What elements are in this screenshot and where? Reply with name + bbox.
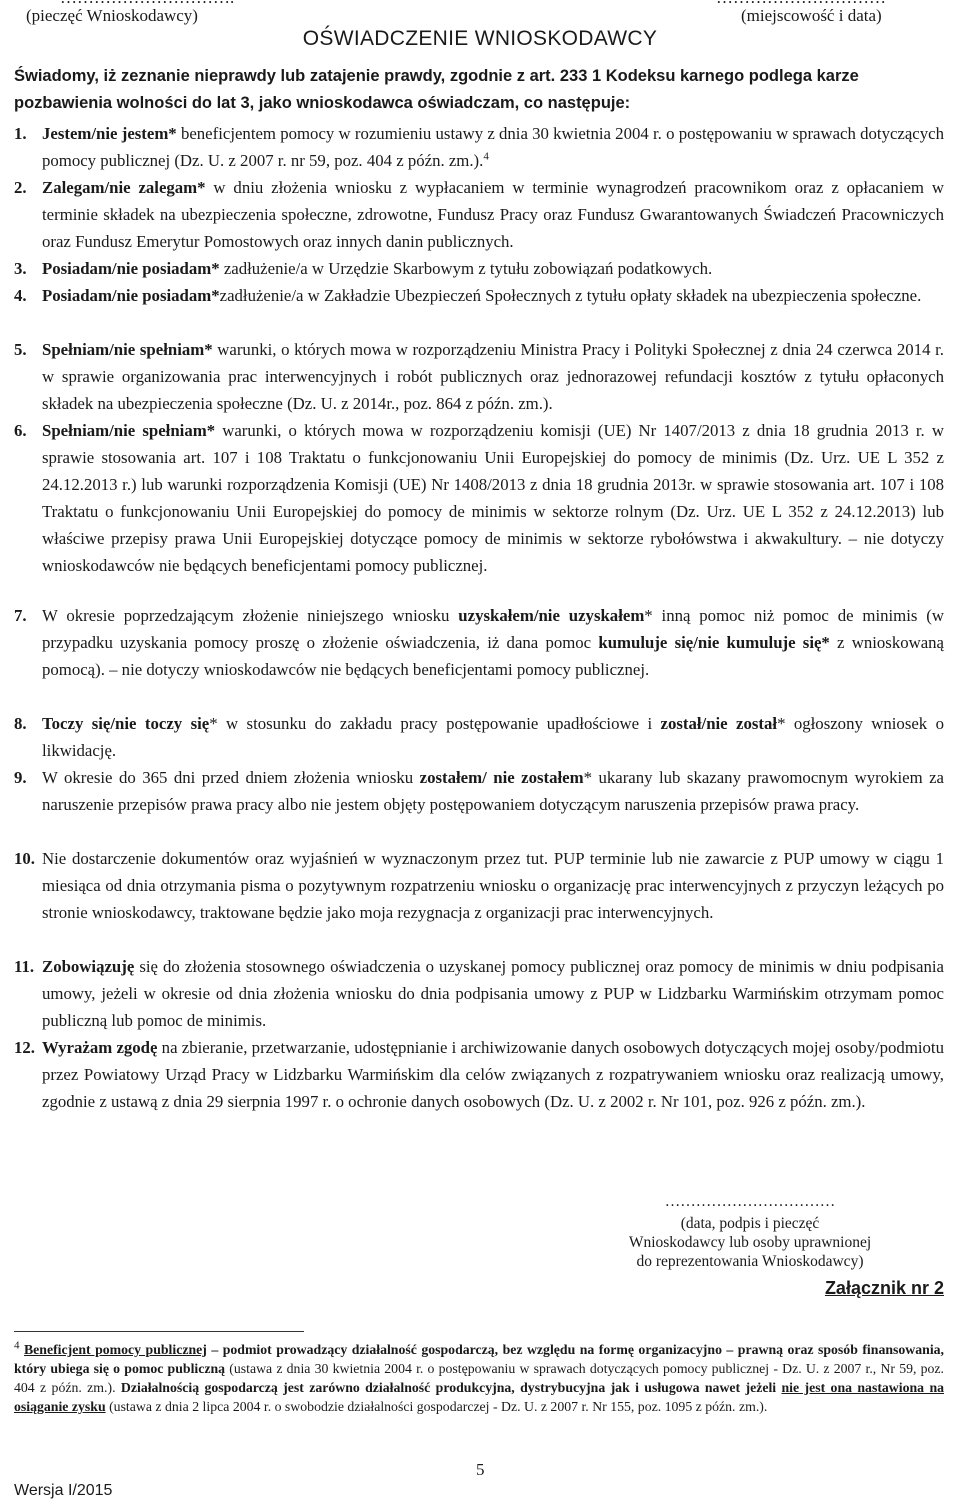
- annex-label: Załącznik nr 2: [824, 1278, 944, 1298]
- item-text: * ogłoszony wniosek o likwidację.: [42, 714, 944, 760]
- footnote-divider: [14, 1331, 304, 1332]
- footnote: [14, 1340, 944, 1416]
- item-text: w dniu złożenia wniosku z wypłacaniem w terminie wynagrodzeń pracownikom oraz z opłacaniem w terminie składek na ubezpieczenia społeczne, zdrowotne, Fundusz Pracy oraz Fundusz Gwarantowanych Świadczeń Pracowniczych oraz Fundusz Emerytur Pomostowych oraz innych danin publicznych.: [42, 178, 944, 251]
- item-text: zadłużenie/a w Urzędzie Skarbowym z tytułu zobowiązań podatkowych.: [219, 259, 713, 278]
- intro-paragraph: Świadomy, iż zeznanie nieprawdy lub zatajenie prawdy, zgodnie z art. 233 1 Kodeksu karnego podlega karze pozbawienia wolności do lat 3, jako wnioskodawca oświadczam, co następuje:: [14, 67, 859, 112]
- item-text: z wnioskowaną pomocą). – nie dotyczy wnioskodawców nie będących beneficjentami pomocy publicznej.: [42, 633, 945, 679]
- footnote-emphasis: nie jest ona nastawiona na osiąganie zysku: [14, 1380, 945, 1414]
- footnote-citation: (ustawa z dnia 30 kwietnia 2004 r. o postępowaniu w sprawach dotyczących pomocy publicznej - Dz. U. z 2007 r., Nr 59, poz. 404 z późn. zm.).: [14, 1361, 944, 1395]
- item-text: warunki, o których mowa w rozporządzeniu komisji (UE) Nr 1407/2013 z dnia 18 grudnia 2013 r. w sprawie stosowania art. 107 i 108 Traktatu o funkcjonowaniu Unii Europejskiej do pomocy de minimis (Dz. Urz. UE L 352 z 24.12.2013 r.) lub warunki rozporządzenia Komisji (UE) Nr 1408/2013 z dnia 18 grudnia 2013r. w sprawie stosowania art. 107 i 108 Traktatu o funkcjonowaniu Unii Europejskiej do pomocy de minimis w sektorze rolnym (Dz. Urz. UE L 352 z 24.12.2013) lub właściwe przepisy prawa Unii Europejskiej dotyczące pomocy de minimis w sektorze rybołówstwa i akwakultury. – nie dotyczy wnioskodawców nie będących beneficjentami pomocy publicznej.: [42, 421, 944, 575]
- item-number: 11.: [14, 957, 35, 976]
- footnote-definition-2: Działalnością gospodarczą jest zarówno działalność produkcyjna, dystrybucyjna jak i usługowa nawet jeżeli: [120, 1380, 782, 1395]
- item-text: W okresie poprzedzającym złożenie niniejszego wniosku: [42, 606, 459, 625]
- statement-2: [14, 174, 944, 255]
- item-text: * w stosunku do zakładu pracy postępowanie upadłościowe i: [209, 714, 661, 733]
- item-text: beneficjentem pomocy w rozumieniu ustawy z dnia 30 kwietnia 2004 r. o postępowaniu w sprawach dotyczących pomocy publicznej (Dz. U. z 2007 r. nr 59, poz. 404 z późn. zm.).: [42, 124, 944, 170]
- statement-7: [14, 602, 944, 683]
- item-number: 9.: [14, 768, 27, 787]
- item-text: * ukarany lub skazany prawomocnym wyrokiem za naruszenie przepisów prawa pracy albo nie jestem objęty postępowaniem dotyczącym naruszenia przepisów prawa pracy.: [42, 768, 944, 814]
- footnote-mark: 4: [14, 1339, 20, 1352]
- item-number: 6.: [14, 421, 27, 440]
- item-choice: Zalegam/nie zalegam*: [42, 178, 206, 197]
- item-choice: Wyrażam zgodę: [42, 1038, 158, 1057]
- statement-9: [14, 764, 944, 818]
- item-number: 8.: [14, 714, 27, 733]
- item-choice: uzyskałem/nie uzyskałem: [458, 606, 645, 625]
- item-number: 4.: [14, 286, 27, 305]
- item-choice: Spełniam/nie spełniam*: [42, 421, 216, 440]
- statement-5: [14, 336, 944, 417]
- item-text: zadłużenie/a w Zakładzie Ubezpieczeń Społecznych z tytułu opłaty składek na ubezpieczenia społeczne.: [219, 286, 922, 305]
- item-choice-2: kumuluje się/nie kumuluje się*: [598, 633, 830, 652]
- statement-11: [14, 953, 944, 1034]
- item-text: * inną pomoc niż pomoc de minimis (w przypadku uzyskania pomocy proszę o złożenie oświadczenia, iż dana pomoc: [42, 606, 944, 652]
- place-date-label: (miejscowość i data): [741, 6, 882, 25]
- footnote-term: Beneficjent pomocy publicznej: [23, 1342, 207, 1357]
- item-number: 1.: [14, 124, 27, 143]
- item-text: warunki, o których mowa w rozporządzeniu Ministra Pracy i Polityki Społecznej z dnia 24 czerwca 2014 r. w sprawie organizowania prac interwencyjnych i robót publicznych oraz jednorazowej refundacji kosztów z tytułu opłaconych składek na ubezpieczenia społeczne (Dz. U. z 2014r., poz. 864 z późn. zm.).: [42, 340, 944, 413]
- signature-label-1: (data, podpis i pieczęć: [680, 1215, 820, 1232]
- footnote-citation-2: (ustawa z dnia 2 lipca 2004 r. o swobodzie działalności gospodarczej - Dz. U. z 2007 r. Nr 155, poz. 1095 z późn. zm.).: [105, 1399, 768, 1414]
- item-number: 12.: [14, 1038, 35, 1057]
- item-choice: Jestem/nie jestem*: [42, 124, 177, 143]
- item-choice: Spełniam/nie spełniam*: [42, 340, 213, 359]
- item-text: Nie dostarczenie dokumentów oraz wyjaśnień w wyznaczonym przez tut. PUP terminie lub nie zawarcie z PUP umowy w ciągu 1 miesiąca od dnia otrzymania pisma o pozytywnym rozpatrzeniu wniosku o organizację prac interwencyjnych z przyczyn leżących po stronie wnioskodawcy, traktowane będzie jako moja rezygnacja z organizacji prac interwencyjnych.: [42, 849, 944, 922]
- statement-12: [14, 1034, 944, 1115]
- signature-dots: ……………………………: [664, 1193, 836, 1210]
- statement-4: [14, 282, 944, 309]
- statement-1: [14, 120, 944, 174]
- item-choice: Posiadam/nie posiadam*: [42, 259, 220, 278]
- item-number: 10.: [14, 849, 35, 868]
- page-number: 5: [476, 1460, 485, 1479]
- signature-label-2: Wnioskodawcy lub osoby uprawnionej: [628, 1234, 872, 1251]
- item-choice: Toczy się/nie toczy się: [42, 714, 210, 733]
- item-choice-2: został/nie został: [660, 714, 778, 733]
- item-number: 3.: [14, 259, 27, 278]
- version-label: Wersja I/2015: [14, 1482, 113, 1499]
- statement-3: [14, 255, 944, 282]
- statement-10: [14, 845, 944, 926]
- statement-8: [14, 710, 944, 764]
- item-number: 7.: [14, 606, 27, 625]
- page-title: OŚWIADCZENIE WNIOSKODAWCY: [302, 27, 658, 50]
- footnote-definition: – podmiot prowadzący działalność gospodarczą, bez względu na formę organizacyjno – prawną oraz sposób finansowania, który ubiega się o pomoc publiczną: [14, 1342, 944, 1376]
- item-choice: Zobowiązuję: [42, 957, 135, 976]
- item-text: się do złożenia stosownego oświadczenia o uzyskanej pomocy publicznej oraz pomocy de minimis w dniu podpisania umowy, jeżeli w okresie od dnia złożenia wniosku do dnia podpisania umowy z PUP w Lidzbarku Warmińskim otrzymam pomoc publiczną lub pomoc de minimis.: [42, 957, 944, 1030]
- item-choice: zostałem/ nie zostałem: [419, 768, 584, 787]
- item-number: 5.: [14, 340, 27, 359]
- statement-6: [14, 417, 944, 579]
- item-number: 2.: [14, 178, 27, 197]
- item-text: W okresie do 365 dni przed dniem złożenia wniosku: [42, 768, 420, 787]
- stamp-label: (pieczęć Wnioskodawcy): [26, 6, 198, 25]
- signature-label-3: do reprezentowania Wnioskodawcy): [636, 1253, 864, 1270]
- item-choice: Posiadam/nie posiadam*: [42, 286, 220, 305]
- footnote-ref: 4: [483, 150, 489, 163]
- item-text: na zbieranie, przetwarzanie, udostępnianie i archiwizowanie danych osobowych dotyczących mojej osoby/podmiotu przez Powiatowy Urząd Pracy w Lidzbarku Warmińskim dla celów związanych z rozpatrywaniem wniosku oraz realizacją umowy, zgodnie z ustawą z dnia 29 sierpnia 1997 r. o ochronie danych osobowych (Dz. U. z 2002 r. Nr 101, poz. 926 z późn. zm.).: [42, 1038, 944, 1111]
